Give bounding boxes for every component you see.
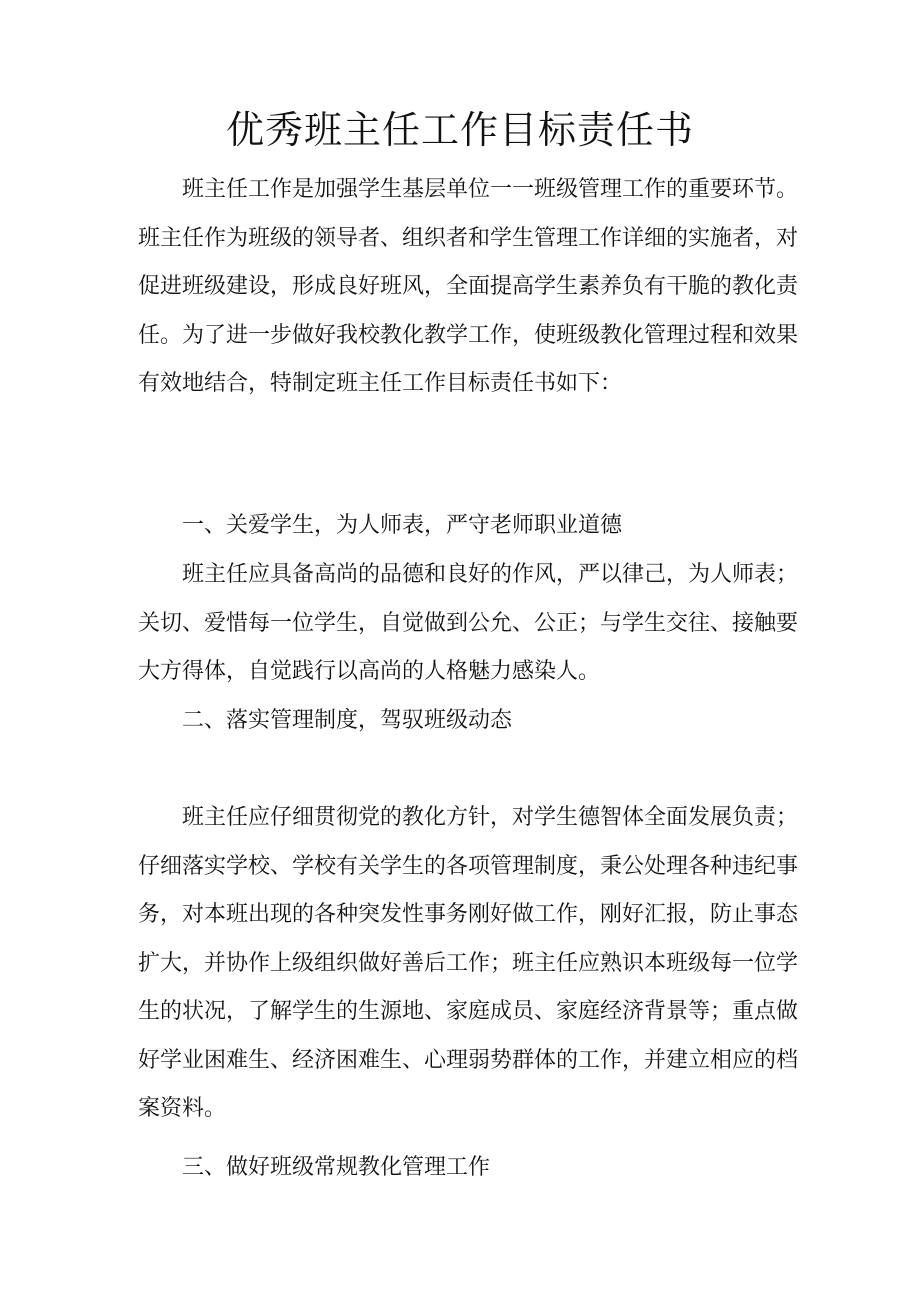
section-2-heading: 二、落实管理制度，驾驭班级动态 xyxy=(182,708,513,733)
document-title: 优秀班主任工作目标责任书 xyxy=(225,108,694,152)
section-1-paragraph: 班主任应具备高尚的品德和良好的作风，严以律己，为人师表；关切、爱惜每一位学生，自觉做到公允、公正；与学生交往、接触要大方得体，自觉践行以高尚的人格魅力感染人。 xyxy=(138,562,799,684)
section-3-heading: 三、做好班级常规教化管理工作 xyxy=(182,1155,491,1180)
section-1-heading: 一、关爱学生，为人师表，严守老师职业道德 xyxy=(182,513,623,538)
intro-paragraph: 班主任工作是加强学生基层单位一一班级管理工作的重要环节。班主任作为班级的领导者、组织者和学生管理工作详细的实施者，对促进班级建设，形成良好班风，全面提高学生素养负有干脆的教化责任。为了进一步做好我校教化教学工作，使班级教化管理过程和效果有效地结合，特制定班主任工作目标责任书如下： xyxy=(138,177,799,396)
section-2-paragraph: 班主任应仔细贯彻党的教化方针，对学生德智体全面发展负责；仔细落实学校、学校有关学生的各项管理制度，秉公处理各种违纪事务，对本班出现的各种突发性事务刚好做工作，刚好汇报，防止事态扩大，并协作上级组织做好善后工作；班主任应熟识本班级每一位学生的状况，了解学生的生源地、家庭成员、家庭经济背景等；重点做好学业困难生、经济困难生、心理弱势群体的工作，并建立相应的档案资料。 xyxy=(138,805,799,1121)
